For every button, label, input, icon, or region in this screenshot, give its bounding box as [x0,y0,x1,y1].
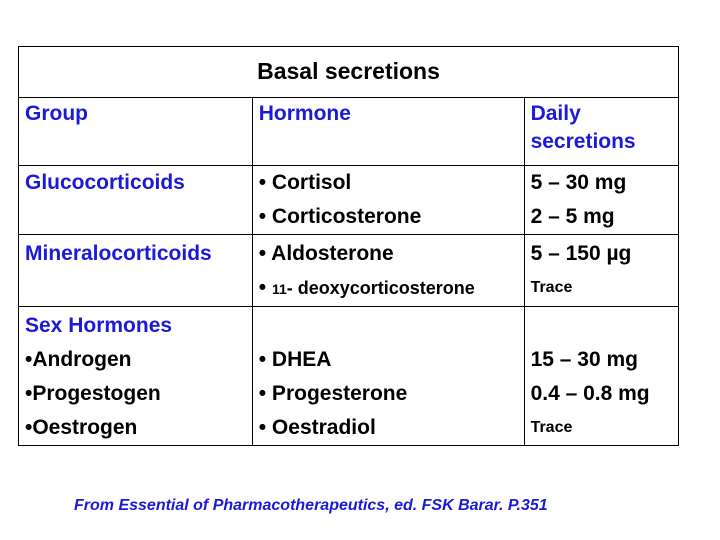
source-citation: From Essential of Pharmacotherapeutics, ed. FSK Barar. P.351 [74,497,548,514]
hormone-item: • Corticosterone [258,205,422,228]
group-cell: Mineralocorticoids [19,235,253,307]
secretion-value: 5 – 30 mg [530,171,627,194]
secretion-value: 2 – 5 mg [530,205,615,228]
hormone-item: • Progesterone [258,382,408,405]
secretion-cell [524,307,678,446]
group-cell [19,307,253,446]
secretion-value-trace: Trace [530,419,573,436]
secretion-cell [524,235,678,307]
header-daily-line2: secretions [530,130,636,153]
group-label: Sex Hormones [25,314,173,337]
basal-secretions-table-container [18,46,679,446]
header-daily-line1: Daily [530,102,581,125]
header-hormone: Hormone [252,98,524,166]
secretion-value: 15 – 30 mg [530,348,638,371]
hormone-item-deoxy [259,271,518,306]
hormone-item: • Oestradiol [258,416,376,439]
table-header-row [19,98,679,166]
subgroup-item: •Androgen [25,348,132,371]
hormone-item: • Cortisol [258,171,352,194]
table-title-row [19,47,679,98]
basal-secretions-table [18,46,679,446]
hormone-item: • Aldosterone [258,242,394,265]
hormone-cell [252,166,524,235]
deoxy-label: - deoxycorticosterone [286,278,475,298]
subgroup-item: •Oestrogen [25,416,138,439]
carbon-number: 11 [271,281,287,297]
table-title: Basal secretions [19,47,679,98]
hormone-cell [252,235,524,307]
table-row [19,166,679,235]
secretion-value-trace: Trace [530,279,573,296]
group-cell: Glucocorticoids [19,166,253,235]
header-daily-secretions [524,98,678,166]
secretion-value: 0.4 – 0.8 mg [530,382,650,405]
table-row [19,307,679,446]
table-row [19,235,679,307]
subgroup-item: •Progestogen [25,382,161,405]
header-group: Group [19,98,253,166]
bullet: • [258,276,272,299]
hormone-cell [252,307,524,446]
secretion-cell [524,166,678,235]
secretion-value: 5 – 150 µg [530,242,632,265]
hormone-item: • DHEA [258,348,332,371]
